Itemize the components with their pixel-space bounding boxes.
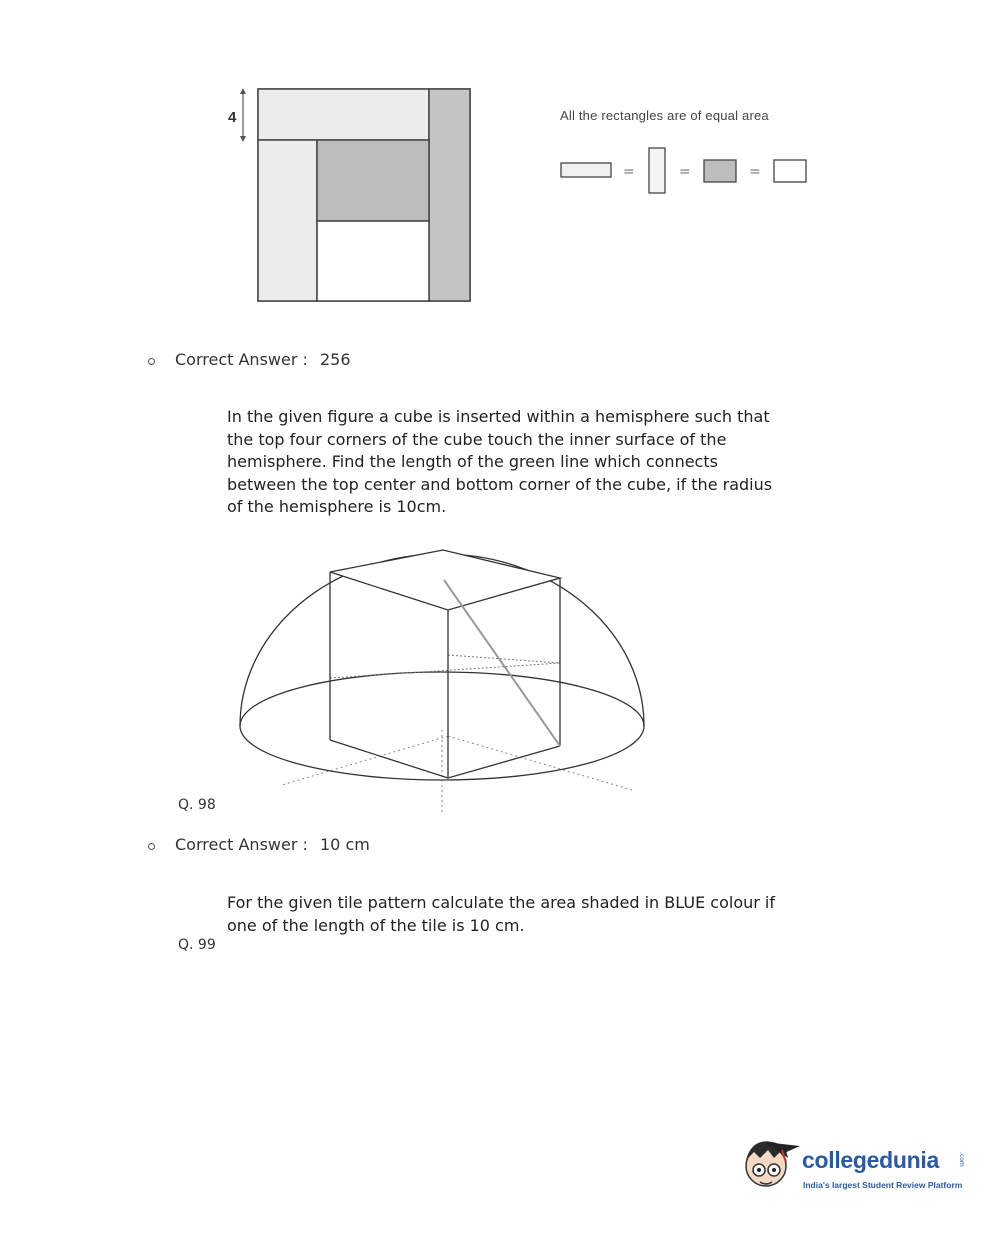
equals-sign-1: = <box>623 164 635 180</box>
logo-suffix: .com <box>958 1152 965 1167</box>
answer-label: Correct Answer : <box>175 350 308 369</box>
answer-bullet <box>148 843 155 850</box>
answer-label: Correct Answer : <box>175 835 308 854</box>
answer-value: 256 <box>320 350 351 369</box>
logo-wordmark: collegedunia <box>802 1147 939 1173</box>
question-line: hemisphere. Find the length of the green line which connects <box>227 452 718 471</box>
correct-answer-98 <box>175 835 370 854</box>
logo-tagline: India's largest Student Review Platform <box>803 1180 963 1190</box>
answer-value: 10 cm <box>320 835 370 854</box>
dimension-label: 4 <box>228 109 237 126</box>
equals-sign-2: = <box>679 164 691 180</box>
question-line: of the hemisphere is 10cm. <box>227 497 447 516</box>
correct-answer-97 <box>175 350 351 369</box>
rectangles-square-figure <box>225 82 480 307</box>
equal-area-legend <box>555 142 815 197</box>
question-line: For the given tile pattern calculate the area shaded in BLUE colour if <box>227 893 775 912</box>
question-line: the top four corners of the cube touch the inner surface of the <box>227 429 727 449</box>
question-line: between the top center and bottom corner of the cube, if the radius <box>227 474 773 494</box>
question-line: In the given figure a cube is inserted within a hemisphere such that <box>227 407 770 426</box>
answer-bullet <box>148 358 155 365</box>
cube-hemisphere-figure <box>232 540 652 820</box>
collegedunia-mascot-icon <box>742 1132 802 1192</box>
question-number-98: Q. 98 <box>178 797 216 813</box>
equals-sign-3: = <box>749 164 761 180</box>
question-line: one of the length of the tile is 10 cm. <box>227 915 525 935</box>
question-99-text <box>227 892 787 937</box>
question-number-99: Q. 99 <box>178 937 216 953</box>
equal-area-note: All the rectangles are of equal area <box>560 108 769 123</box>
question-98-text <box>227 406 787 519</box>
